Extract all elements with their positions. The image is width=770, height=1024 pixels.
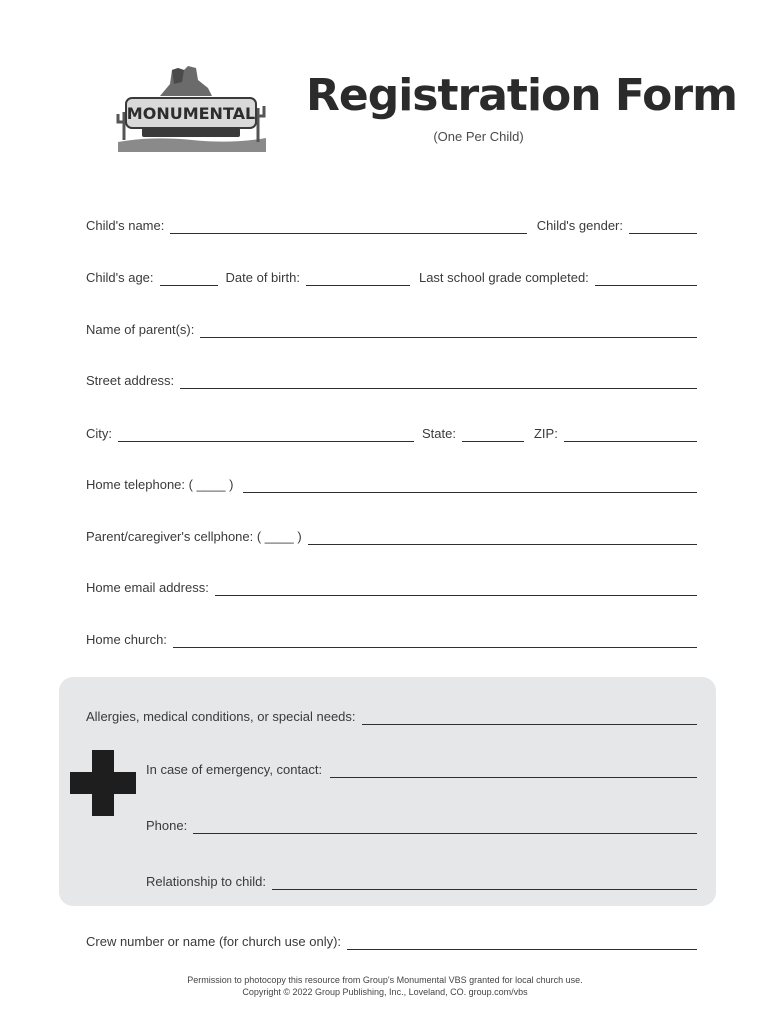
row-child-name — [86, 214, 697, 234]
phone-label: Phone: — [146, 818, 188, 833]
city-label: City: — [86, 426, 112, 441]
zip-field[interactable] — [564, 426, 697, 442]
row-email — [86, 576, 697, 596]
medical-cross-icon — [70, 750, 136, 816]
child-gender-field[interactable] — [629, 218, 697, 234]
row-allergies — [86, 705, 697, 725]
row-city-state-zip — [86, 422, 697, 442]
row-emergency-contact — [146, 758, 697, 778]
crew-field[interactable] — [347, 934, 697, 950]
home-telephone-field[interactable] — [243, 477, 697, 493]
row-crew — [86, 930, 697, 950]
zip-label: ZIP: — [533, 426, 558, 441]
parent-names-field[interactable] — [200, 322, 697, 338]
email-field[interactable] — [215, 580, 697, 596]
row-home-telephone — [86, 473, 697, 493]
allergies-field[interactable] — [362, 709, 697, 725]
last-grade-field[interactable] — [595, 270, 697, 286]
emergency-contact-label: In case of emergency, contact: — [146, 762, 323, 777]
footer-copyright: Copyright © 2022 Group Publishing, Inc., Loveland, CO. group.com/vbs — [242, 987, 528, 997]
relationship-field[interactable] — [272, 874, 697, 890]
row-street-address — [86, 369, 697, 389]
crew-label: Crew number or name (for church use only): — [86, 934, 342, 949]
last-grade-label: Last school grade completed: — [418, 270, 589, 285]
child-name-label: Child's name: — [86, 218, 165, 233]
child-gender-label: Child's gender: — [536, 218, 623, 233]
state-field[interactable] — [462, 426, 524, 442]
allergies-label: Allergies, medical conditions, or special needs: — [86, 709, 356, 724]
monumental-logo — [112, 62, 270, 158]
city-field[interactable] — [118, 426, 414, 442]
child-age-label: Child's age: — [86, 270, 154, 285]
street-address-label: Street address: — [86, 373, 175, 388]
logo-image — [112, 62, 270, 158]
state-label: State: — [422, 426, 456, 441]
row-phone — [146, 814, 697, 834]
cellphone-label: Parent/caregiver's cellphone: ( ____ ) — [86, 529, 302, 544]
row-home-church — [86, 628, 697, 648]
cellphone-field[interactable] — [308, 529, 697, 545]
row-relationship — [146, 870, 697, 890]
phone-field[interactable] — [193, 818, 697, 834]
relationship-label: Relationship to child: — [146, 874, 266, 889]
parent-names-label: Name of parent(s): — [86, 322, 195, 337]
page-title: Registration Form — [306, 70, 737, 121]
email-label: Home email address: — [86, 580, 209, 595]
logo-wordmark: MONUMENTAL — [126, 104, 256, 123]
child-name-field[interactable] — [170, 218, 526, 234]
footer-permission: Permission to photocopy this resource from Group's Monumental VBS granted for local church use. — [187, 975, 583, 985]
home-church-field[interactable] — [173, 632, 697, 648]
emergency-contact-field[interactable] — [330, 762, 697, 778]
date-of-birth-label: Date of birth: — [225, 270, 300, 285]
row-parent-names — [86, 318, 697, 338]
date-of-birth-field[interactable] — [306, 270, 410, 286]
home-telephone-label: Home telephone: ( ____ ) — [86, 477, 234, 492]
page-subtitle: (One Per Child) — [433, 129, 524, 144]
row-child-age — [86, 266, 697, 286]
child-age-field[interactable] — [160, 270, 218, 286]
street-address-field[interactable] — [180, 373, 697, 389]
row-cellphone — [86, 525, 697, 545]
home-church-label: Home church: — [86, 632, 167, 647]
